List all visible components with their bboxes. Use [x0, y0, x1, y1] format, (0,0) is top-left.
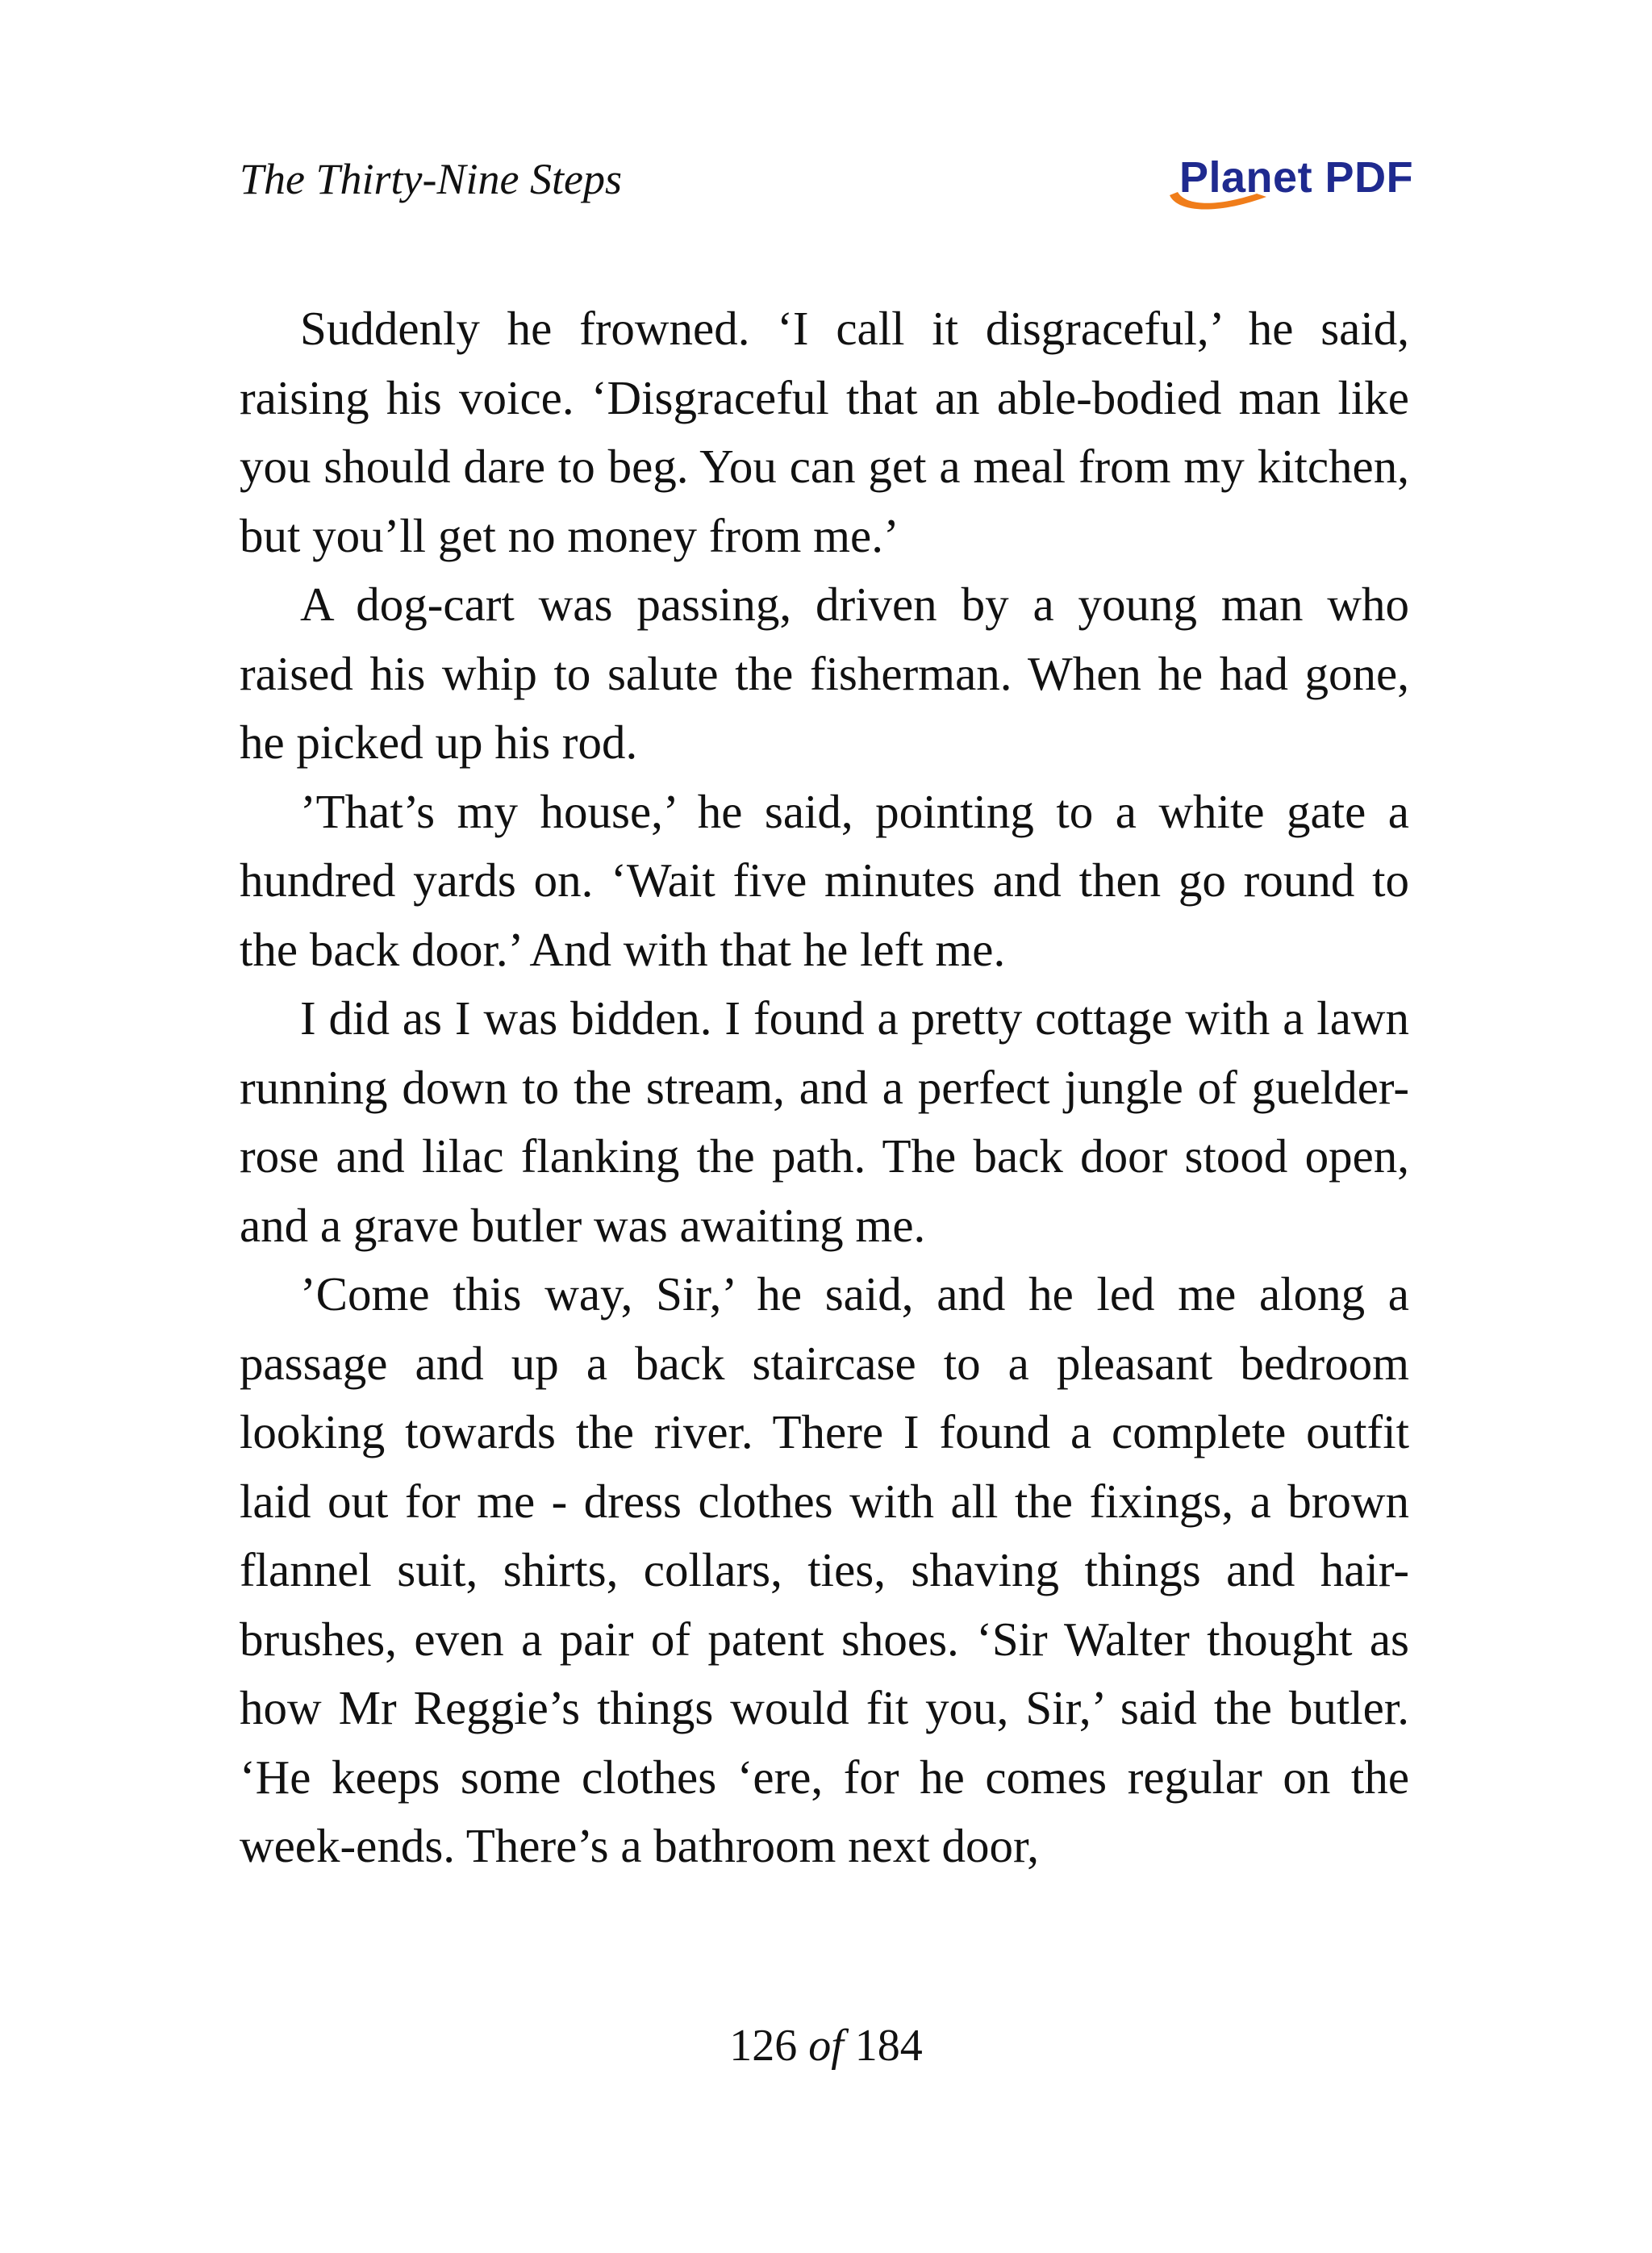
- paragraph: I did as I was bidden. I found a pretty cottage with a lawn running down to the stream, and a perfect jungle of guelder-rose and lilac flanking the path. The back door stood open, and a grave butler was awaiting me.: [240, 991, 1409, 1252]
- paragraph: ’Come this way, Sir,’ he said, and he led me along a passage and up a back staircase to a pleasant bedroom looking towards the river. There I found a complete outfit laid out for me - dress clothes with all the fixings, a brown flannel suit, shirts, collars, ties, shaving things and hair-brushes, even a pair of patent shoes. ‘Sir Walter thought as how Mr Reggie’s things would fit you, Sir,’ said the butler. ‘He keeps some clothes ‘ere, for he comes regular on the week-ends. There’s a bathroom next door,: [240, 1267, 1409, 1872]
- of-label: of: [808, 2021, 844, 2071]
- book-title: The Thirty-Nine Steps: [240, 155, 622, 203]
- paragraph: Suddenly he frowned. ‘I call it disgraceful,’ he said, raising his voice. ‘Disgraceful that an able-bodied man like you should dare to beg. You can get a meal from my kitchen, but you’ll get no money from me.’: [240, 302, 1409, 562]
- paragraph: ’That’s my house,’ he said, pointing to a white gate a hundred yards on. ‘Wait five minutes and then go round to the back door.’ And with that he left me.: [240, 784, 1409, 976]
- planet-pdf-logo: [1162, 145, 1412, 218]
- paragraph: A dog-cart was passing, driven by a young man who raised his whip to salute the fisherman. When he had gone, he picked up his rod.: [240, 578, 1409, 769]
- current-page: 126: [729, 2021, 798, 2071]
- total-pages: 184: [854, 2021, 923, 2071]
- body-text: [240, 294, 1409, 1881]
- page-number: [0, 2017, 1652, 2075]
- logo-text: Planet PDF: [1179, 153, 1414, 202]
